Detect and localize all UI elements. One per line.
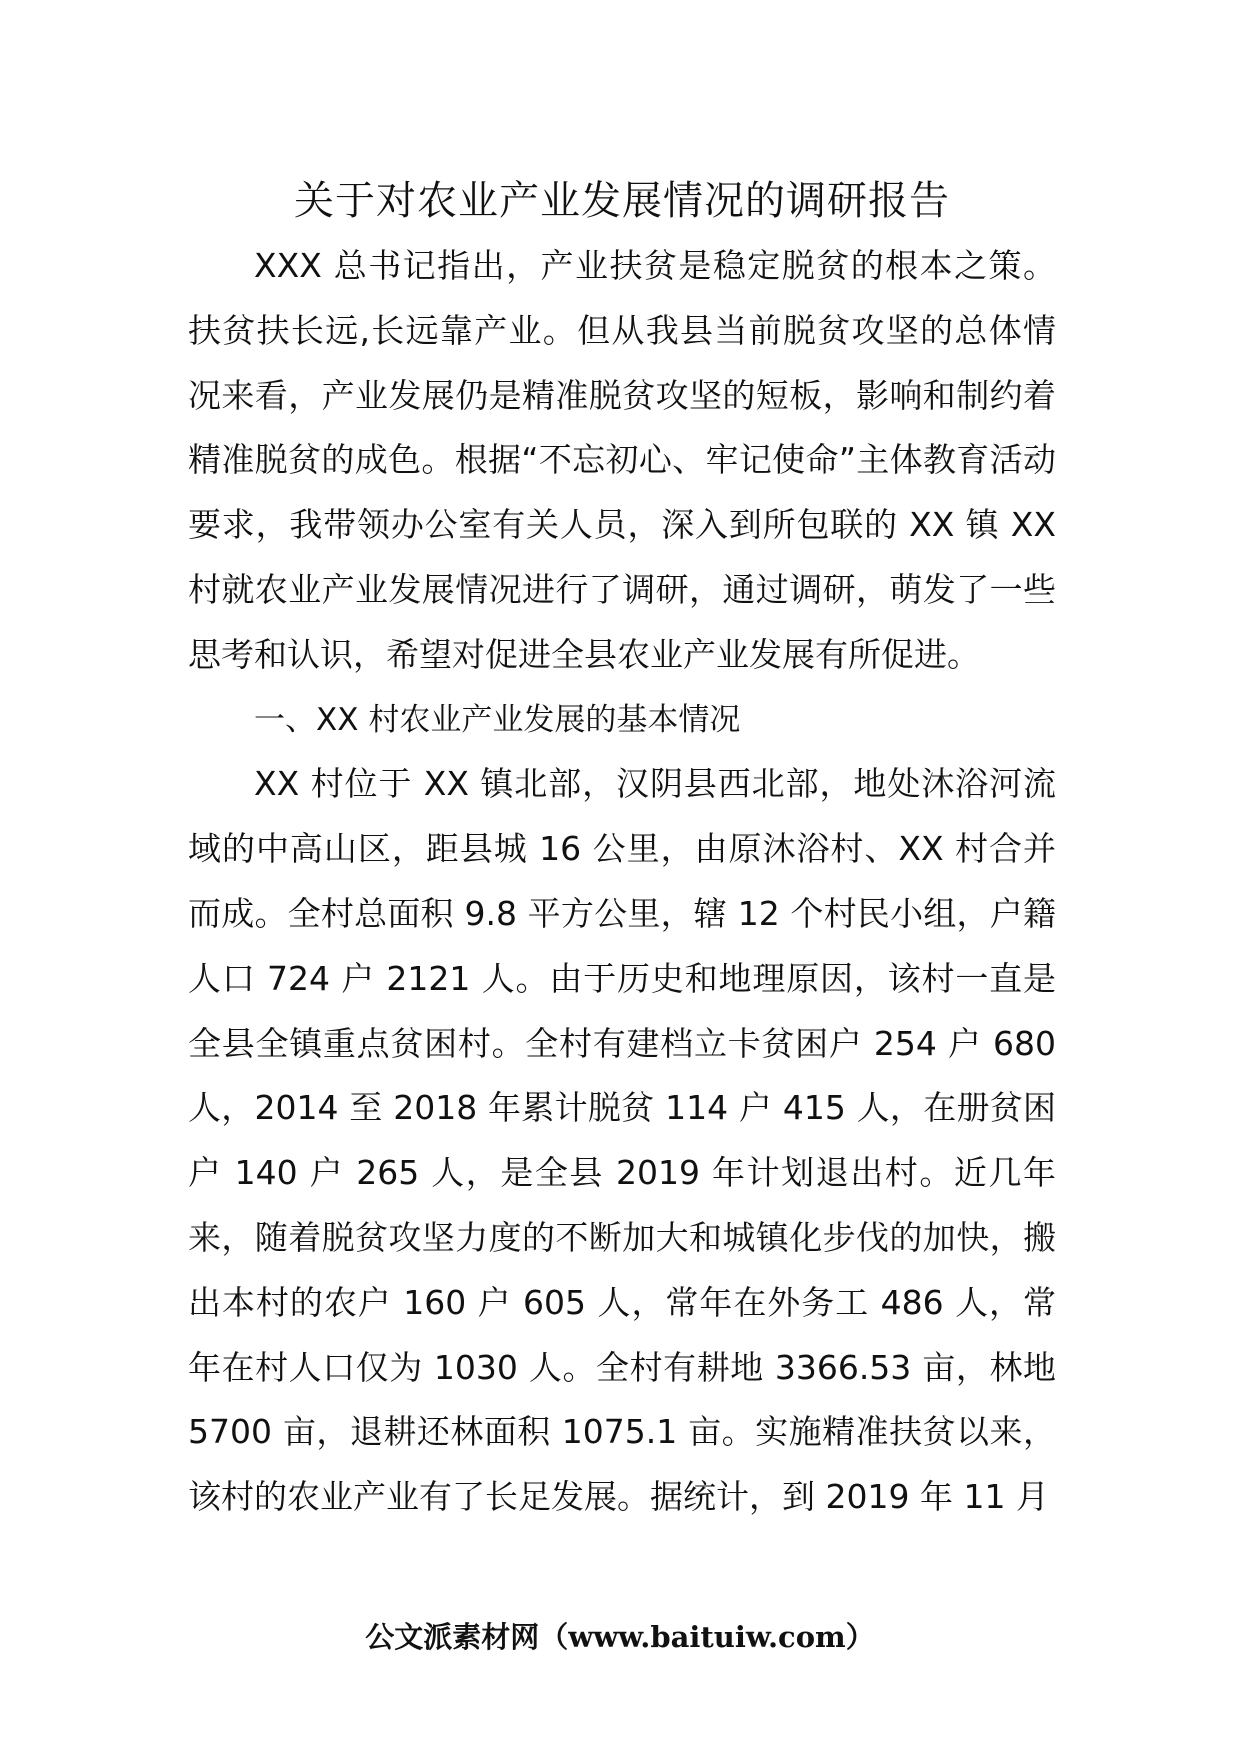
- document-body: [188, 170, 1056, 1530]
- document-title: 关于对农业产业发展情况的调研报告: [294, 178, 950, 224]
- body-paragraph: XX 村位于 XX 镇北部，汉阴县西北部，地处沐浴河流域的中高山区，距县城 16 公里，由原沐浴村、XX 村合并而成。全村总面积 9.8 平方公里，辖 12 个村民小组，户籍人口 724 户 2121 人。由于历史和地理原因，该村一直是全县全镇重点贫困村。全村有建档立卡贫困户 254 户 680人，2014 至 2018 年累计脱贫 114 户 415 人，在册贫困户 140 户 265 人，是全县 2019 年计划退出村。近几年来，随着脱贫攻坚力度的不断加大和城镇化步伐的加快，搬出本村的农户 160 户 605 人，常年在外务工 486 人，常年在村人口仅为 1030 人。全村有耕地 3366.53 亩，林地5700 亩，退耕还林面积 1075.1 亩。实施精准扶贫以来，该村的农业产业有了长足发展。据统计，到 2019 年 11 月: [188, 764, 1056, 1517]
- intro-paragraph: XXX 总书记指出，产业扶贫是稳定脱贫的根本之策。扶贫扶长远,长远靠产业。但从我县当前脱贫攻坚的总体情况来看，产业发展仍是精准脱贫攻坚的短板，影响和制约着精准脱贫的成色。根据“不忘初心、牢记使命”主体教育活动要求，我带领办公室有关人员，深入到所包联的 XX 镇 XX 村就农业产业发展情况进行了调研，通过调研，萌发了一些思考和认识，希望对促进全县农业产业发展有所促进。: [188, 246, 1056, 674]
- section-heading: 一、XX 村农业产业发展的基本情况: [254, 701, 741, 738]
- footer-watermark: 公文派素材网（www.baituiw.com）: [365, 1620, 875, 1654]
